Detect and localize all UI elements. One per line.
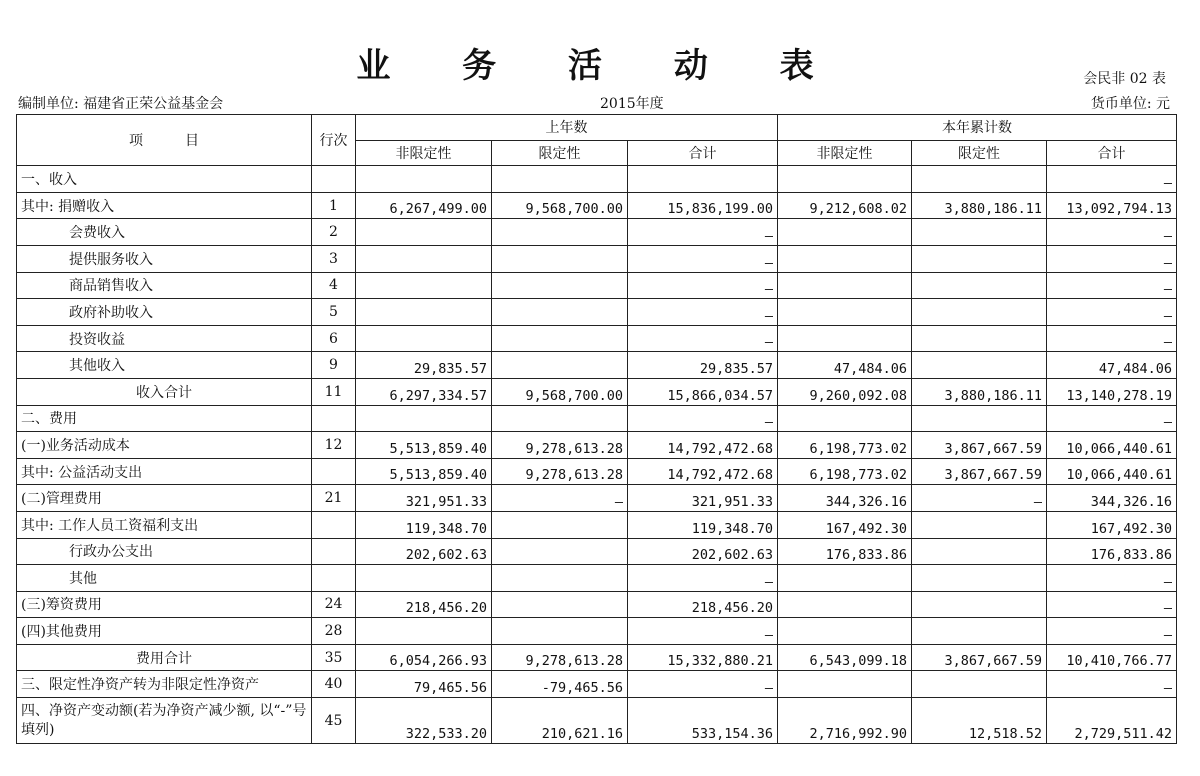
table-row xyxy=(17,565,1177,592)
cell-prev-restricted: 9,568,700.00 xyxy=(492,378,628,405)
cell-prev-total: – xyxy=(628,272,778,299)
cell-cur-total: 167,492.30 xyxy=(1047,511,1177,538)
table-row xyxy=(17,245,1177,272)
page-title: 业 务 活 动 表 xyxy=(356,46,844,86)
table-row xyxy=(17,538,1177,565)
cell-cur-unrestricted xyxy=(778,219,912,246)
cell-prev-restricted xyxy=(492,166,628,193)
cell-prev-restricted xyxy=(492,299,628,326)
cell-cur-total: 13,140,278.19 xyxy=(1047,378,1177,405)
row-item-label: 会费收入 xyxy=(17,219,312,246)
cell-prev-restricted: 210,621.16 xyxy=(492,698,628,744)
table-row xyxy=(17,698,1177,744)
table-row xyxy=(17,485,1177,512)
cell-prev-unrestricted: 29,835.57 xyxy=(356,352,492,379)
cell-cur-unrestricted: 2,716,992.90 xyxy=(778,698,912,744)
cell-prev-total: 29,835.57 xyxy=(628,352,778,379)
row-number: 3 xyxy=(312,245,356,272)
cell-cur-restricted xyxy=(912,671,1047,698)
cell-prev-unrestricted xyxy=(356,219,492,246)
row-number: 40 xyxy=(312,671,356,698)
cell-prev-unrestricted xyxy=(356,299,492,326)
cell-cur-unrestricted: 344,326.16 xyxy=(778,485,912,512)
row-number xyxy=(312,511,356,538)
cell-cur-total: – xyxy=(1047,166,1177,193)
cell-prev-total: 321,951.33 xyxy=(628,485,778,512)
row-number xyxy=(312,538,356,565)
cell-prev-unrestricted: 6,054,266.93 xyxy=(356,644,492,671)
cell-cur-total: 10,066,440.61 xyxy=(1047,432,1177,459)
row-item-label: (二)管理费用 xyxy=(17,485,312,512)
cell-prev-unrestricted: 5,513,859.40 xyxy=(356,432,492,459)
cell-prev-unrestricted xyxy=(356,272,492,299)
report-year: 2015年度 xyxy=(600,96,664,112)
header-prev-restricted: 限定性 xyxy=(492,140,628,166)
row-number: 11 xyxy=(312,378,356,405)
row-item-label: (四)其他费用 xyxy=(17,618,312,645)
cell-cur-restricted xyxy=(912,245,1047,272)
cell-prev-total: – xyxy=(628,565,778,592)
row-number: 2 xyxy=(312,219,356,246)
header-row-no: 行次 xyxy=(312,115,356,166)
cell-cur-restricted: 12,518.52 xyxy=(912,698,1047,744)
header-current-year: 本年累计数 xyxy=(778,115,1177,141)
cell-cur-unrestricted: 6,198,773.02 xyxy=(778,458,912,485)
cell-cur-total: – xyxy=(1047,245,1177,272)
table-row xyxy=(17,378,1177,405)
cell-cur-restricted: 3,867,667.59 xyxy=(912,644,1047,671)
row-number: 1 xyxy=(312,192,356,219)
cell-prev-restricted xyxy=(492,405,628,432)
table-row xyxy=(17,272,1177,299)
table-row xyxy=(17,299,1177,326)
cell-cur-unrestricted: 9,260,092.08 xyxy=(778,378,912,405)
cell-cur-unrestricted xyxy=(778,591,912,618)
cell-prev-restricted xyxy=(492,618,628,645)
cell-prev-total: – xyxy=(628,245,778,272)
row-number xyxy=(312,458,356,485)
row-item-label: 费用合计 xyxy=(17,644,312,671)
cell-cur-restricted xyxy=(912,405,1047,432)
row-number: 24 xyxy=(312,591,356,618)
cell-prev-total: 15,836,199.00 xyxy=(628,192,778,219)
cell-cur-unrestricted: 167,492.30 xyxy=(778,511,912,538)
cell-prev-restricted: -79,465.56 xyxy=(492,671,628,698)
cell-cur-restricted xyxy=(912,272,1047,299)
cell-cur-unrestricted xyxy=(778,272,912,299)
row-item-label: 收入合计 xyxy=(17,378,312,405)
table-row xyxy=(17,458,1177,485)
cell-cur-restricted: 3,867,667.59 xyxy=(912,432,1047,459)
cell-prev-restricted xyxy=(492,245,628,272)
cell-cur-unrestricted xyxy=(778,405,912,432)
cell-cur-unrestricted xyxy=(778,325,912,352)
row-number: 35 xyxy=(312,644,356,671)
cell-cur-unrestricted: 6,198,773.02 xyxy=(778,432,912,459)
cell-prev-unrestricted: 79,465.56 xyxy=(356,671,492,698)
cell-cur-total: 13,092,794.13 xyxy=(1047,192,1177,219)
cell-prev-total: – xyxy=(628,405,778,432)
cell-prev-unrestricted xyxy=(356,618,492,645)
cell-prev-unrestricted xyxy=(356,405,492,432)
cell-cur-unrestricted xyxy=(778,671,912,698)
table-body xyxy=(17,166,1177,744)
cell-cur-total: – xyxy=(1047,565,1177,592)
cell-cur-unrestricted xyxy=(778,299,912,326)
cell-cur-unrestricted: 47,484.06 xyxy=(778,352,912,379)
cell-cur-unrestricted: 176,833.86 xyxy=(778,538,912,565)
cell-cur-total: 176,833.86 xyxy=(1047,538,1177,565)
activity-statement-table xyxy=(16,114,1177,744)
row-item-label: 其他 xyxy=(17,565,312,592)
row-number: 9 xyxy=(312,352,356,379)
cell-cur-total: 2,729,511.42 xyxy=(1047,698,1177,744)
cell-cur-restricted xyxy=(912,219,1047,246)
row-item-label: 提供服务收入 xyxy=(17,245,312,272)
row-item-label: 其中: 捐赠收入 xyxy=(17,192,312,219)
cell-prev-unrestricted: 6,297,334.57 xyxy=(356,378,492,405)
cell-prev-restricted xyxy=(492,219,628,246)
cell-prev-unrestricted: 321,951.33 xyxy=(356,485,492,512)
row-item-label: 其中: 公益活动支出 xyxy=(17,458,312,485)
cell-cur-restricted xyxy=(912,565,1047,592)
row-item-label: 三、限定性净资产转为非限定性净资产 xyxy=(17,671,312,698)
cell-prev-unrestricted: 218,456.20 xyxy=(356,591,492,618)
header-prev-total: 合计 xyxy=(628,140,778,166)
cell-cur-total: 344,326.16 xyxy=(1047,485,1177,512)
row-item-label: 政府补助收入 xyxy=(17,299,312,326)
reporting-unit: 编制单位: 福建省正荣公益基金会 xyxy=(18,96,224,112)
table-row xyxy=(17,166,1177,193)
table-row xyxy=(17,644,1177,671)
row-item-label: 其中: 工作人员工资福利支出 xyxy=(17,511,312,538)
cell-cur-restricted xyxy=(912,352,1047,379)
table-row xyxy=(17,352,1177,379)
cell-prev-total: 15,866,034.57 xyxy=(628,378,778,405)
cell-cur-total: – xyxy=(1047,591,1177,618)
cell-prev-total: – xyxy=(628,299,778,326)
cell-cur-total: 10,410,766.77 xyxy=(1047,644,1177,671)
cell-prev-total: 218,456.20 xyxy=(628,591,778,618)
table-row xyxy=(17,591,1177,618)
cell-cur-total: 10,066,440.61 xyxy=(1047,458,1177,485)
cell-cur-restricted xyxy=(912,511,1047,538)
cell-prev-total: – xyxy=(628,219,778,246)
cell-cur-unrestricted xyxy=(778,245,912,272)
table-row xyxy=(17,511,1177,538)
table-row xyxy=(17,432,1177,459)
table-row xyxy=(17,219,1177,246)
cell-prev-unrestricted: 202,602.63 xyxy=(356,538,492,565)
cell-cur-total: 47,484.06 xyxy=(1047,352,1177,379)
cell-cur-unrestricted xyxy=(778,618,912,645)
cell-prev-restricted xyxy=(492,565,628,592)
row-item-label: 其他收入 xyxy=(17,352,312,379)
cell-cur-restricted xyxy=(912,538,1047,565)
cell-prev-restricted: 9,278,613.28 xyxy=(492,458,628,485)
row-item-label: 一、收入 xyxy=(17,166,312,193)
cell-cur-unrestricted: 6,543,099.18 xyxy=(778,644,912,671)
cell-cur-unrestricted: 9,212,608.02 xyxy=(778,192,912,219)
row-item-label: 商品销售收入 xyxy=(17,272,312,299)
cell-prev-restricted xyxy=(492,538,628,565)
row-item-label: 二、费用 xyxy=(17,405,312,432)
cell-cur-restricted: – xyxy=(912,485,1047,512)
row-number: 28 xyxy=(312,618,356,645)
cell-prev-unrestricted: 6,267,499.00 xyxy=(356,192,492,219)
cell-prev-restricted xyxy=(492,511,628,538)
currency-unit: 货币单位: 元 xyxy=(1090,96,1170,112)
row-item-label: 投资收益 xyxy=(17,325,312,352)
cell-cur-unrestricted xyxy=(778,565,912,592)
table-row xyxy=(17,405,1177,432)
cell-prev-total: 202,602.63 xyxy=(628,538,778,565)
cell-prev-total: 14,792,472.68 xyxy=(628,458,778,485)
cell-prev-total: – xyxy=(628,618,778,645)
cell-prev-restricted: – xyxy=(492,485,628,512)
cell-cur-restricted: 3,867,667.59 xyxy=(912,458,1047,485)
cell-prev-unrestricted xyxy=(356,245,492,272)
cell-cur-total: – xyxy=(1047,272,1177,299)
cell-prev-unrestricted: 119,348.70 xyxy=(356,511,492,538)
cell-prev-total: 533,154.36 xyxy=(628,698,778,744)
cell-prev-restricted: 9,568,700.00 xyxy=(492,192,628,219)
cell-cur-restricted xyxy=(912,325,1047,352)
cell-prev-restricted xyxy=(492,352,628,379)
form-number: 会民非 02 表 xyxy=(1083,71,1166,87)
cell-prev-total: 15,332,880.21 xyxy=(628,644,778,671)
row-item-label: (一)业务活动成本 xyxy=(17,432,312,459)
cell-prev-total: – xyxy=(628,325,778,352)
row-number: 45 xyxy=(312,698,356,744)
row-number: 12 xyxy=(312,432,356,459)
cell-cur-restricted: 3,880,186.11 xyxy=(912,192,1047,219)
cell-prev-restricted: 9,278,613.28 xyxy=(492,432,628,459)
header-cur-total: 合计 xyxy=(1047,140,1177,166)
cell-prev-restricted xyxy=(492,325,628,352)
row-number xyxy=(312,565,356,592)
cell-cur-total: – xyxy=(1047,405,1177,432)
header-item: 项 目 xyxy=(17,115,312,166)
row-item-label: (三)筹资费用 xyxy=(17,591,312,618)
cell-cur-restricted: 3,880,186.11 xyxy=(912,378,1047,405)
cell-prev-unrestricted: 322,533.20 xyxy=(356,698,492,744)
cell-cur-restricted xyxy=(912,591,1047,618)
cell-prev-unrestricted xyxy=(356,166,492,193)
cell-cur-unrestricted xyxy=(778,166,912,193)
row-number: 21 xyxy=(312,485,356,512)
cell-cur-restricted xyxy=(912,166,1047,193)
cell-prev-total xyxy=(628,166,778,193)
row-number xyxy=(312,166,356,193)
row-number: 5 xyxy=(312,299,356,326)
table-row xyxy=(17,618,1177,645)
header-cur-unrestricted: 非限定性 xyxy=(778,140,912,166)
row-number: 4 xyxy=(312,272,356,299)
cell-cur-total: – xyxy=(1047,671,1177,698)
cell-prev-restricted xyxy=(492,591,628,618)
table-row xyxy=(17,192,1177,219)
table-row xyxy=(17,671,1177,698)
row-item-label: 行政办公支出 xyxy=(17,538,312,565)
header-prev-year: 上年数 xyxy=(356,115,778,141)
cell-prev-unrestricted xyxy=(356,565,492,592)
row-number: 6 xyxy=(312,325,356,352)
row-item-label: 四、净资产变动额(若为净资产减少额, 以“-”号填列) xyxy=(17,698,312,744)
cell-cur-total: – xyxy=(1047,325,1177,352)
cell-prev-unrestricted xyxy=(356,325,492,352)
cell-cur-restricted xyxy=(912,299,1047,326)
cell-cur-total: – xyxy=(1047,219,1177,246)
cell-prev-total: – xyxy=(628,671,778,698)
table-row xyxy=(17,325,1177,352)
cell-prev-restricted: 9,278,613.28 xyxy=(492,644,628,671)
header-prev-unrestricted: 非限定性 xyxy=(356,140,492,166)
cell-prev-total: 119,348.70 xyxy=(628,511,778,538)
cell-prev-restricted xyxy=(492,272,628,299)
cell-prev-total: 14,792,472.68 xyxy=(628,432,778,459)
cell-cur-total: – xyxy=(1047,299,1177,326)
cell-cur-total: – xyxy=(1047,618,1177,645)
cell-prev-unrestricted: 5,513,859.40 xyxy=(356,458,492,485)
row-number xyxy=(312,405,356,432)
header-cur-restricted: 限定性 xyxy=(912,140,1047,166)
cell-cur-restricted xyxy=(912,618,1047,645)
